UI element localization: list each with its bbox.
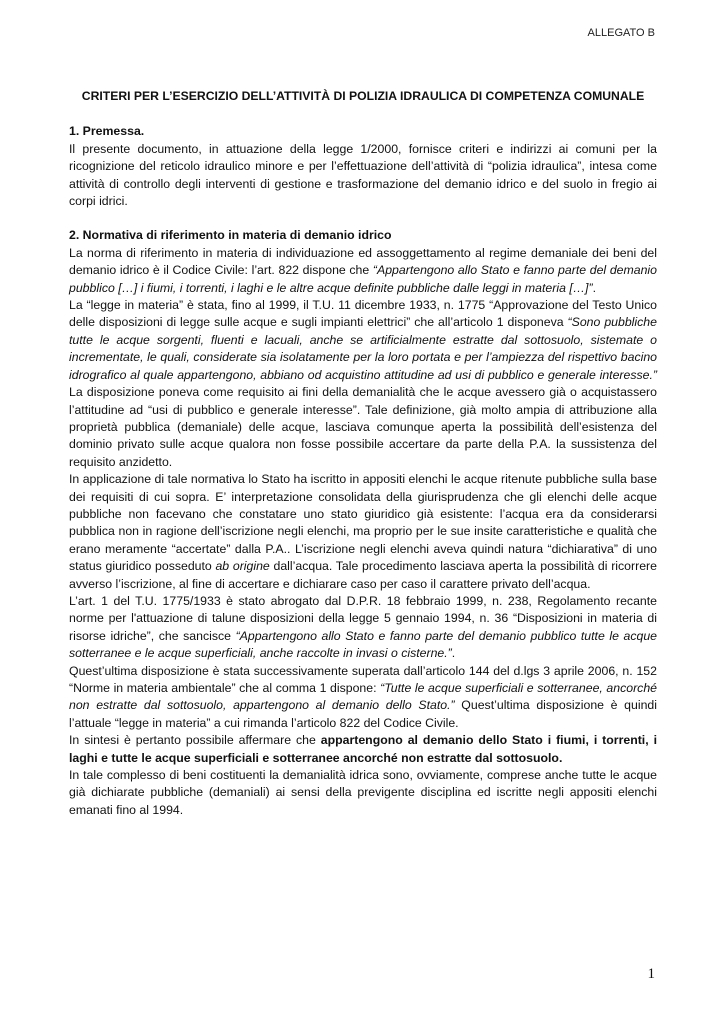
text-run: L’art. 1 del T.U. 1775/1933 è stato abrogato dal D.P.R. 18 febbraio 1999, n. 238, Regolamento recante norme per l'attuazione di talune disposizioni della legge 5 gennaio 1994, n. 36 “Disposizioni in materia di risorse idriche”, che sancisce [69,593,657,643]
text-run: dall’acqua. Tale procedimento lasciava aperta la possibilità di ricorrere avverso l’iscrizione, al fine di accertare e dichiarare caso per caso il carattere privato dell’acqua. [69,559,657,591]
page-number: 1 [647,966,655,982]
latin-term: ab origine [215,559,270,574]
text-run: La disposizione poneva come requisito ai fini della demanialità che le acque avessero già o acquistassero l’attitudine ad “usi di pubblico e generale interesse”. Tale definizione, già molto ampia di attribuzione alla proprietà pubblica (demaniale) delle acque, lasciava comunque aperta la possibilità dell’esistenza del dominio privato sulle acque qualora non fosse possibile accertare da parte della P.A. la sussistenza del requisito anzidetto. [69,385,657,469]
text-run: In sintesi è pertanto possibile affermare che [69,733,321,748]
paragraph: In tale complesso di beni costituenti la demanialità idrica sono, ovviamente, comprese anche tutte le acque già dichiarate pubbliche (demaniali) ai sensi della previgente disciplina ed iscritte negli appositi elenchi emanati fino al 1994. [69,768,657,817]
text-run: La norma di riferimento in materia di individuazione ed assoggettamento al regime demaniale dei beni del demanio idrico è il Codice Civile: l’art. 822 dispone che [69,245,657,278]
document-title: CRITERI PER L’ESERCIZIO DELL’ATTIVITÀ DI POLIZIA IDRAULICA DI COMPETENZA COMUNALE [81,89,645,103]
quoted-text: “Appartengono allo Stato e fanno parte del demanio pubblico tutte le acque sotterranee e le acque superficiali, anche raccolte in invasi o cisterne.” [69,628,658,661]
paragraph [69,245,657,297]
section-heading: 2. Normativa di riferimento in materia di demanio idrico [69,228,392,243]
attachment-label: ALLEGATO B [587,27,655,39]
quoted-text: “Tutte le acque superficiali e sotterranee, ancorché non estratte dal sottosuolo, appartengono al demanio dello Stato.” [69,681,657,713]
paragraph [69,663,657,733]
paragraph [69,593,657,663]
bold-statement: appartengono al demanio dello Stato i fiumi, i torrenti, i laghi e tutte le acque superficiali e sotterranee ancorché non estratte dal sottosuolo. [69,733,657,765]
quoted-text: “Appartengono allo Stato e fanno parte del demanio pubblico […] i fiumi, i torrenti, i laghi e le altre acque definite pubbliche dalle leggi in materia […]” [69,263,657,295]
paragraph: Il presente documento, in attuazione della legge 1/2000, fornisce criteri e indirizzi ai comuni per la ricognizione del reticolo idraulico minore e per l’effettuazione dell’attività di “polizia idraulica”, intesa come attività di controllo degli interventi di gestione e trasformazione del demanio idrico e del suolo in fregio ai corpi idrici. [69,141,657,209]
text-run: In applicazione di tale normativa lo Stato ha iscritto in appositi elenchi le acque ritenute pubbliche sulla base dei requisiti di cui sopra. E’ interpretazione consolidata della giurisprudenza che gli elenchi delle acque pubbliche non facevano che constatare uno stato giuridico già esistente: l’acqua era da considerarsi pubblica non in ragione dell’iscrizione negli elenchi, ma proprio per le sue insite caratteristiche e qualità che erano meramente “accertate” dalla P.A.. L’iscrizione negli elenchi aveva quindi natura “dichiarativa” di uno status giuridico posseduto [69,472,657,574]
section-premessa [69,123,657,210]
text-run: Quest’ultima disposizione è quindi l’attuale “legge in materia” a cui rimanda l’articolo 822 del Codice Civile. [69,698,658,730]
paragraph [69,297,657,471]
text-run: La “legge in materia” è stata, fino al 1999, il T.U. 11 dicembre 1933, n. 1775 “Approvazione del Testo Unico delle disposizioni di legge sulle acque e sugli impianti elettrici” che all’articolo 1 disponeva [69,298,657,330]
text-run: . [592,280,596,295]
paragraph [69,471,657,593]
section-heading: 1. Premessa. [69,124,145,139]
section-normativa [69,227,657,819]
paragraph [69,732,657,767]
quoted-text: “Sono pubbliche tutte le acque sorgenti, fluenti e lacuali, anche se artificialmente estratte dal sottosuolo, sistemate o incrementate, le quali, considerate sia isolatamente per la loro portata e per l’ampiezza del rispettivo bacino idrografico al quale appartengono, abbiano od acquistino attitudine ad usi di pubblico e generale interesse.” [69,315,657,382]
document-body [69,88,657,819]
text-run: Quest’ultima disposizione è stata successivamente superata dall’articolo 144 del d.lgs 3 aprile 2006, n. 152 “Norme in materia ambientale” che al comma 1 dispone: [69,663,657,695]
text-run: . [451,646,456,661]
